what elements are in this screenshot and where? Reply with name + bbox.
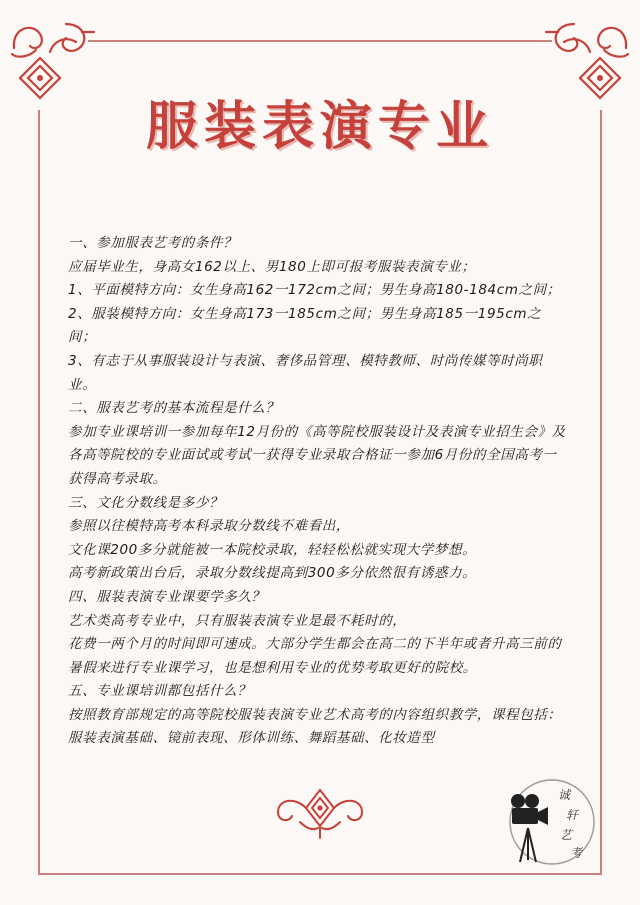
frame-top-line — [88, 40, 552, 42]
paragraph: 参照以往模特高考本科录取分数线不难看出， — [68, 518, 350, 535]
paragraph: 按照教育部规定的高等院校服装表演专业艺术高考的内容组织教学，课程包括：服装表演基础、镜前表现、形体训练、舞蹈基础、化妆造型 — [68, 706, 562, 747]
brand-stamp-logo — [500, 774, 596, 870]
paragraph: 高考新政策出台后，录取分数线提高到300多分依然很有诱惑力。 — [68, 565, 477, 582]
section-heading-3: 三、文化分数线是多少？ — [68, 494, 224, 511]
frame-right-line — [600, 110, 602, 874]
paragraph: 1、平面模特方向：女生身高162一172cm之间；男生身高180-184cm之间；2、服装模特方向：女生身高173一185cm之间；男生身高185一195cm之间； — [68, 282, 561, 346]
section-heading-5: 五、专业课培训都包括什么？ — [68, 683, 252, 700]
stamp-char: 考 — [570, 846, 583, 860]
paragraph: 花费一两个月的时间即可速成。大部分学生都会在高二的下半年或者升高三前的暑假来进行专业课学习，也是想利用专业的优势考取更好的院校。 — [68, 636, 562, 676]
section-heading-1: 一、参加服表艺考的条件？ — [68, 235, 238, 251]
stamp-char: 艺 — [560, 828, 573, 842]
bottom-center-ornament — [270, 786, 370, 840]
stamp-char: 轩 — [566, 808, 579, 822]
paragraph: 文化课200多分就能被一本院校录取，轻轻松松就实现大学梦想。 — [68, 541, 477, 558]
section-heading-2: 二、服表艺考的基本流程是什么？ — [68, 400, 280, 417]
paragraph: 参加专业课培训一参加每年12月份的《高等院校服装设计及表演专业招生会》及各高等院校的专业面试或考试一获得专业录取合格证一参加6月份的全国高考一获得高考录取。 — [68, 423, 566, 487]
movie-camera-icon — [506, 792, 550, 830]
stamp-char: 诚 — [558, 788, 571, 802]
paragraph: 应届毕业生，身高女162以上、男180上即可报考服装表演专业； — [68, 258, 476, 275]
article-body — [68, 232, 568, 751]
page-title: 服装表演专业 — [145, 96, 494, 157]
paragraph: 3、有志于从事服装设计与表演、奢侈品管理、模特教师、时尚传媒等时尚职业。 — [68, 352, 543, 393]
section-heading-4: 四、服装表演专业课要学多久？ — [68, 588, 266, 605]
paragraph: 艺术类高考专业中，只有服装表演专业是最不耗时的， — [68, 612, 407, 629]
frame-bottom-line — [38, 873, 602, 875]
frame-left-line — [38, 110, 40, 874]
